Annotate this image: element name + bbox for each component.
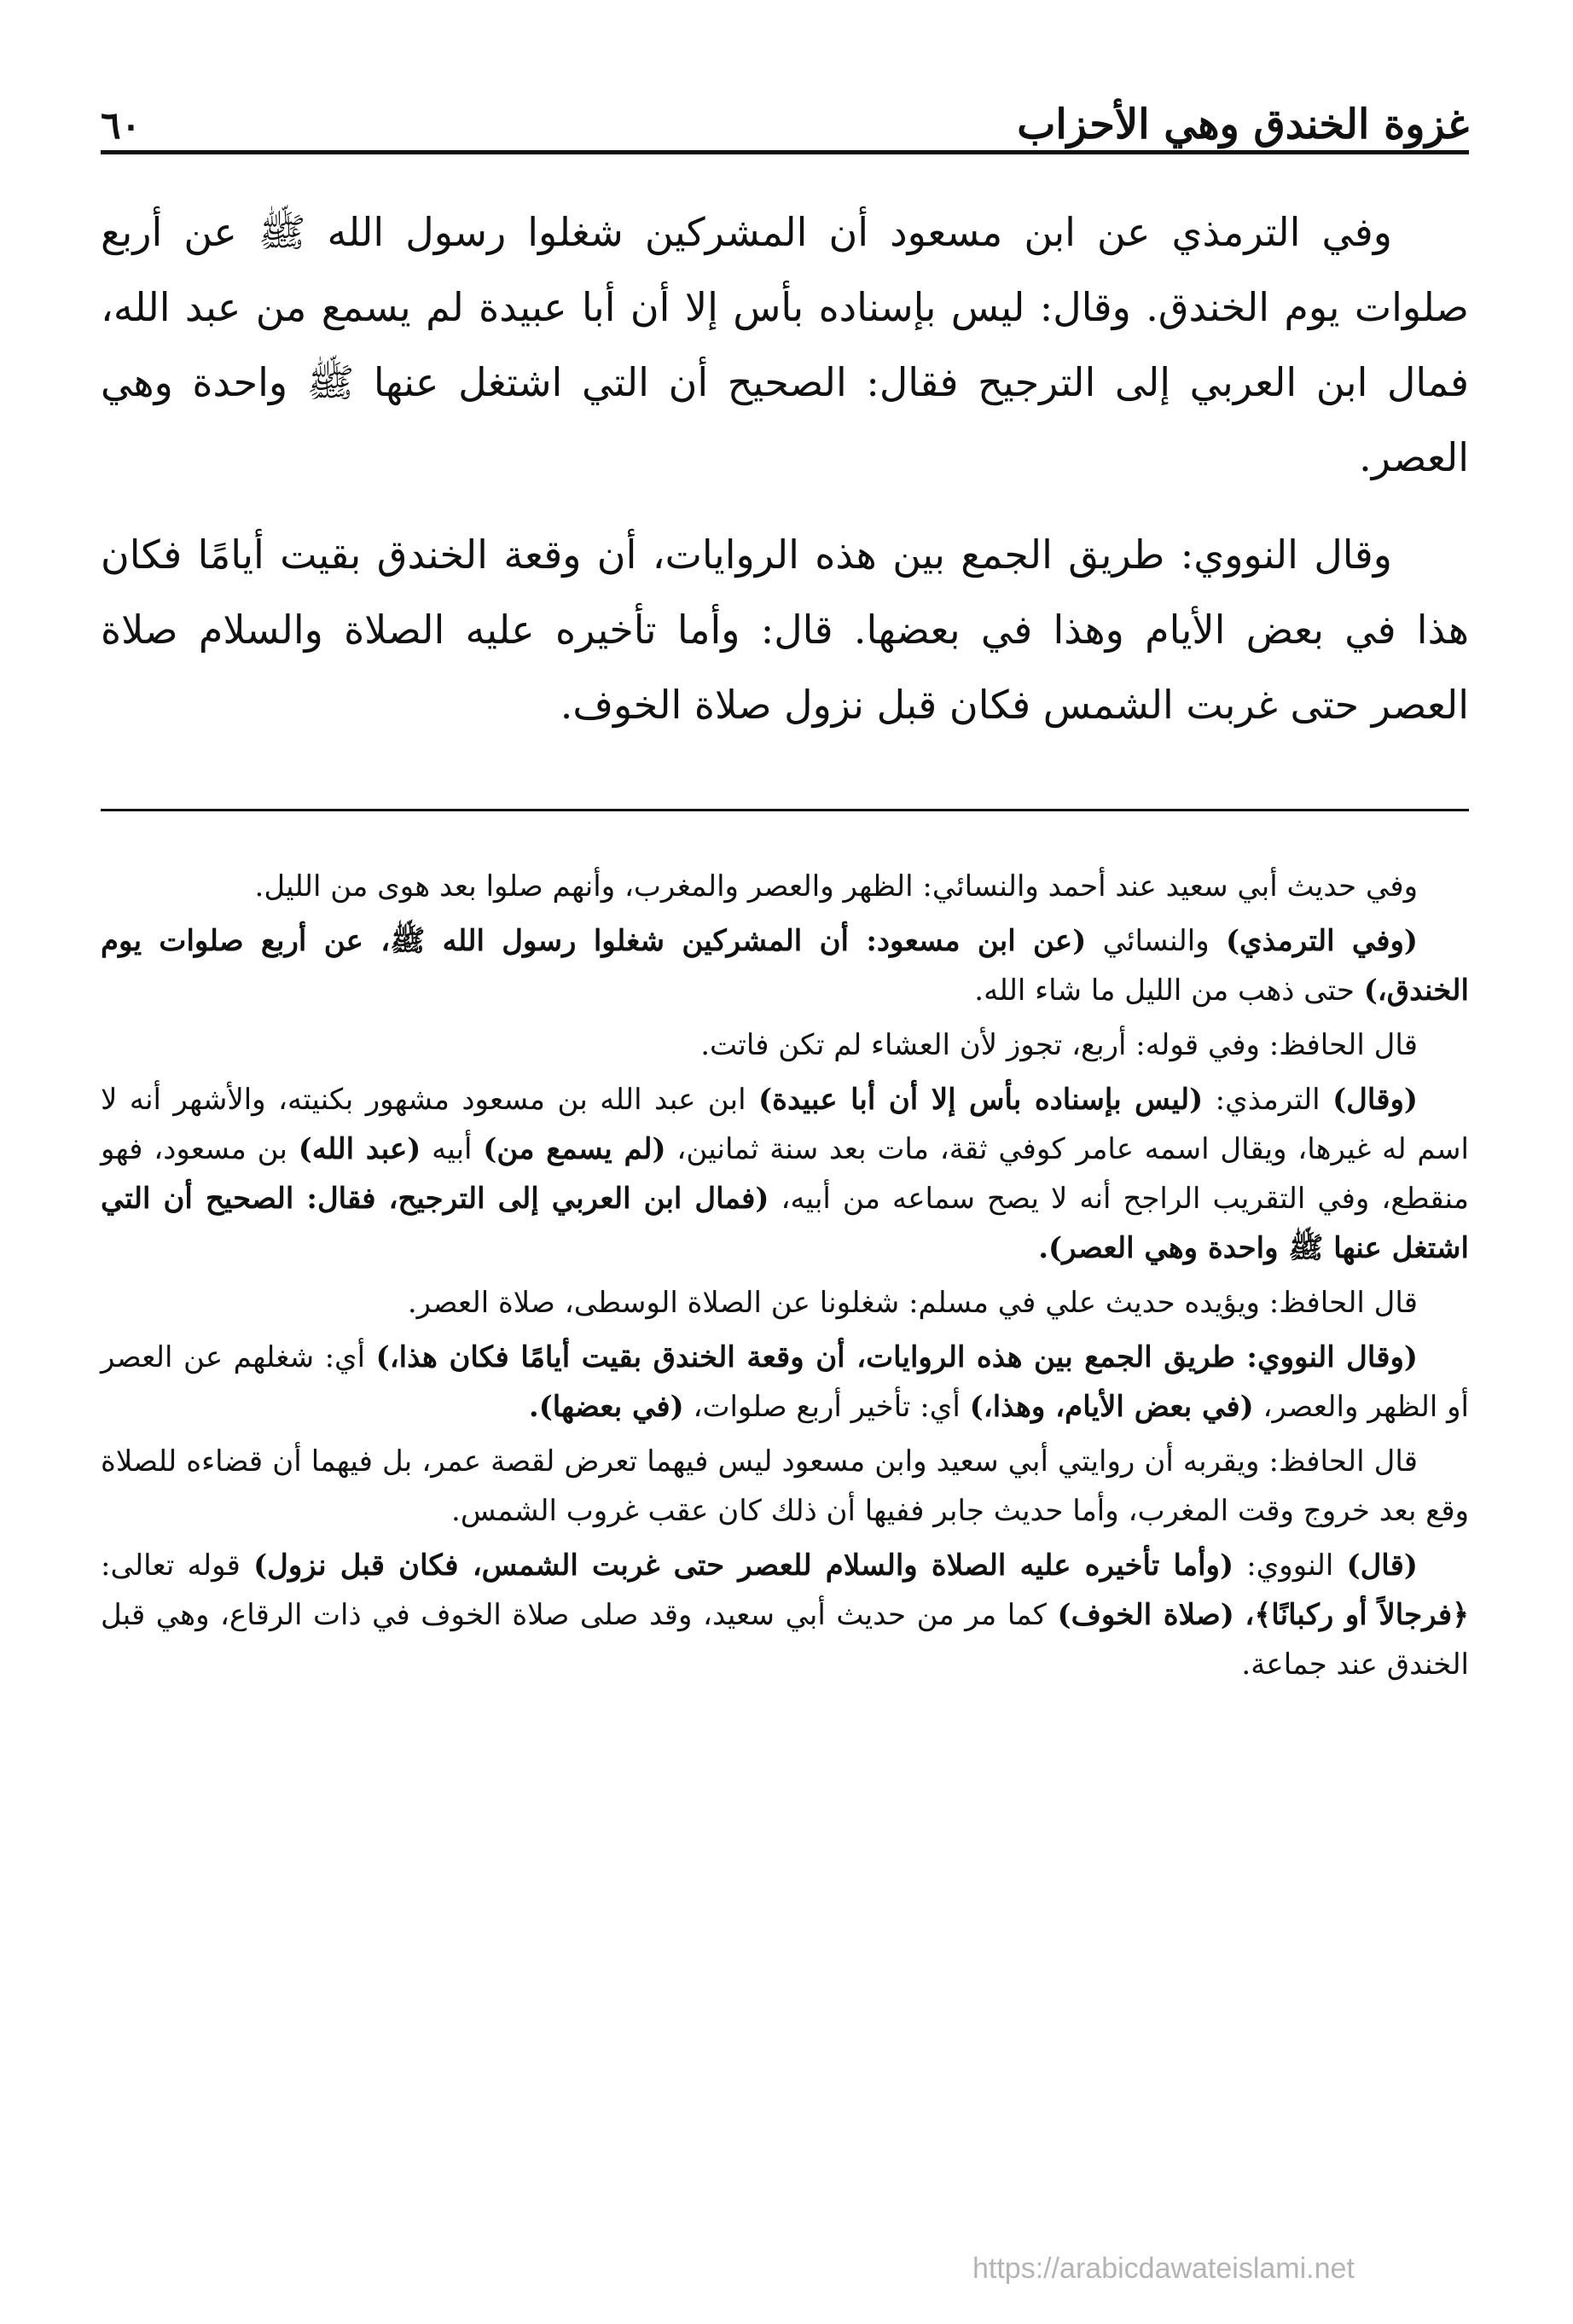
quoted-text: (عن ابن مسعود: أن المشركين شغلوا رسول الله ﷺ، عن أربع صلوات يوم الخندق،) — [101, 924, 1469, 1008]
note-text: ابن عبد الله بن مسعود مشهور بكنيته، والأشهر أنه لا اسم له غيرها، ويقال اسمه عامر كوفي ثقة، مات بعد سنة ثمانين، — [101, 1083, 1469, 1166]
note-text: قال الحافظ: ويقربه أن روايتي أبي سعيد وابن مسعود ليس فيهما تعرض لقصة عمر، بل فيهما أن قضاءه للصلاة وقع بعد خروج وقت المغرب، وأما حديث جابر ففيها أن ذلك كان عقب غروب الشمس. — [101, 1444, 1469, 1528]
note-paragraph — [101, 1541, 1469, 1689]
note-paragraph — [101, 1437, 1469, 1536]
note-text: قال الحافظ: وفي قوله: أربع، تجوز لأن العشاء لم تكن فاتت. — [700, 1028, 1418, 1062]
note-text: النووي: — [1233, 1548, 1347, 1583]
quoted-text: (لم يسمع من) — [483, 1132, 666, 1166]
page-number: ٦٠ — [101, 104, 142, 148]
header-rule — [101, 150, 1469, 154]
note-paragraph — [101, 1333, 1469, 1432]
note-paragraph — [101, 862, 1469, 911]
quoted-text: (وقال) — [1332, 1083, 1418, 1117]
note-paragraph — [101, 1075, 1469, 1273]
note-text: حتى ذهب من الليل ما شاء الله. — [974, 973, 1364, 1008]
note-text: بن مسعود، فهو منقطع، وفي التقريب الراجح أنه لا يصح سماعه من أبيه، — [101, 1132, 1470, 1216]
main-paragraph: وفي الترمذي عن ابن مسعود أن المشركين شغلوا رسول الله ﷺ عن أربع صلوات يوم الخندق. وقال: ليس بإسناده بأس إلا أن أبا عبيدة لم يسمع من عبد الله، فمال ابن العربي إلى الترجيح فقال: الصحيح أن التي اشتغل عنها ﷺ واحدة وهي العصر. — [101, 209, 1469, 480]
note-text: وفي حديث أبي سعيد عند أحمد والنسائي: الظهر والعصر والمغرب، وأنهم صلوا بعد هوى من الليل. — [254, 869, 1418, 903]
quoted-text: (قال) — [1346, 1548, 1418, 1583]
main-text — [101, 195, 1469, 742]
quoted-text: (ليس بإسناده بأس إلا أن أبا عبيدة) — [758, 1083, 1204, 1117]
note-text: أبيه — [421, 1132, 484, 1166]
commentary-notes — [101, 862, 1469, 1689]
quoted-text: (عبد الله) — [298, 1132, 421, 1166]
quoted-text: (وقال النووي: طريق الجمع بين هذه الروايات، أن وقعة الخندق بقيت أيامًا فكان هذا،) — [375, 1340, 1418, 1374]
note-text: قال الحافظ: ويؤيده حديث علي في مسلم: شغلونا عن الصلاة الوسطى، صلاة العصر. — [407, 1286, 1418, 1320]
quoted-text: (وأما تأخيره عليه الصلاة والسلام للعصر حتى غربت الشمس، فكان قبل نزول) — [253, 1548, 1234, 1583]
quoted-text: (وفي الترمذي) — [1225, 924, 1418, 958]
note-paragraph — [101, 1020, 1469, 1070]
quoted-text: (في بعضها). — [528, 1390, 684, 1424]
note-text: الترمذي: — [1203, 1083, 1333, 1117]
note-text — [1234, 1598, 1245, 1632]
note-text: أي: تأخير أربع صلوات، — [683, 1390, 970, 1424]
quoted-text: (فمال ابن العربي إلى الترجيح، فقال: الصحيح أن التي اشتغل عنها ﷺ واحدة وهي العصر). — [101, 1182, 1469, 1265]
main-paragraph: وقال النووي: طريق الجمع بين هذه الروايات، أن وقعة الخندق بقيت أيامًا فكان هذا في بعض الأيام وهذا في بعضها. قال: وأما تأخيره عليه الصلاة والسلام صلاة العصر حتى غربت الشمس فكان قبل نزول صلاة الخوف. — [101, 532, 1469, 728]
note-paragraph — [101, 916, 1469, 1015]
quoted-text: (في بعض الأيام، وهذا،) — [969, 1390, 1254, 1424]
footnote-divider — [101, 809, 1469, 811]
note-text: قوله تعالى: — [101, 1548, 254, 1583]
note-text: كما مر من حديث أبي سعيد، وقد صلى صلاة الخوف في ذات الرقاع، وهي قبل الخندق عند جماعة. — [101, 1598, 1469, 1682]
watermark-url: https://arabicdawateislami.net — [972, 2252, 1355, 2285]
running-header — [101, 77, 1469, 148]
chapter-title: غزوة الخندق وهي الأحزاب — [1017, 101, 1469, 148]
quoted-text: ﴿فرجالاً أو ركبانًا﴾، — [1245, 1598, 1470, 1632]
note-paragraph — [101, 1278, 1469, 1328]
note-text: والنسائي — [1086, 924, 1226, 958]
quoted-text: (صلاة الخوف) — [1057, 1598, 1234, 1632]
note-text: أي: شغلهم عن العصر أو الظهر والعصر، — [101, 1340, 1469, 1424]
